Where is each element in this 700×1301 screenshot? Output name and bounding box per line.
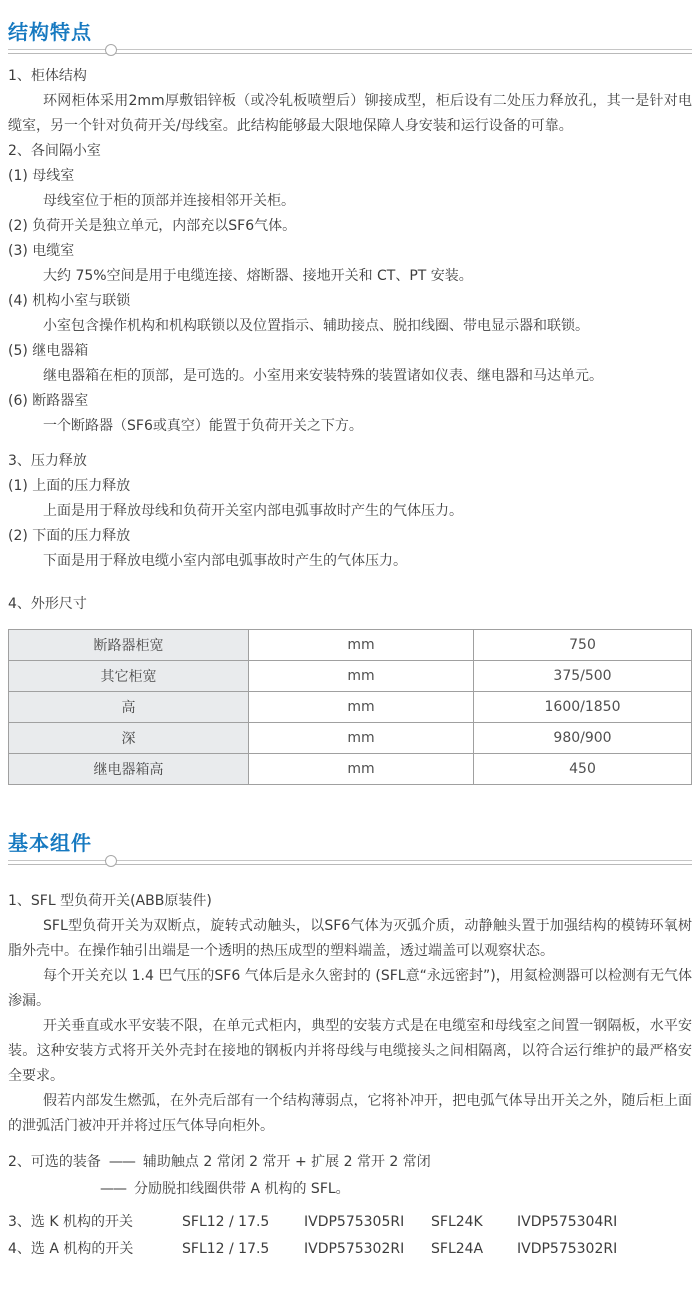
table-cell-unit: mm	[249, 692, 474, 723]
table-cell-label: 继电器箱高	[9, 754, 249, 785]
switch-model: SFL12 / 17.5	[182, 1214, 270, 1230]
divider-node-icon	[105, 44, 117, 56]
table-cell-value: 980/900	[474, 723, 692, 754]
table-cell-value: 375/500	[474, 661, 692, 692]
table-cell-label: 高	[9, 692, 249, 723]
table-row	[9, 692, 692, 723]
table-cell-value: 750	[474, 630, 692, 661]
list-item: (6) 断路器室	[8, 393, 89, 409]
list-item-dimensions: 4、外形尺寸	[8, 596, 87, 612]
dimensions-table	[8, 629, 692, 785]
section-title-basic-components: 基本组件	[8, 831, 92, 855]
paragraph: 每个开关充以 1.4 巴气压的SF6 气体后是永久密封的 (SFL意“永远密封”)，用氦检测器可以检测有无气体渗漏。	[8, 968, 692, 1009]
switch-order-code: IVDP575305RI	[304, 1214, 405, 1230]
switch-option-row-k	[8, 1209, 692, 1236]
section-divider	[8, 860, 692, 865]
switch-order-code: IVDP575302RI	[304, 1241, 405, 1257]
list-item: 3、压力释放	[8, 453, 87, 469]
switch-order-code: IVDP575304RI	[517, 1214, 618, 1230]
optional-equipment-line-1	[8, 1149, 692, 1176]
switch-model: SFL24A	[431, 1241, 484, 1257]
table-cell-value: 450	[474, 754, 692, 785]
list-item: 2、各间隔小室	[8, 143, 101, 159]
dash-connector: ——	[108, 1154, 135, 1170]
list-item: (4) 机构小室与联锁	[8, 293, 131, 309]
list-item-sfl-switch: 1、SFL 型负荷开关(ABB原装件)	[8, 893, 212, 909]
optional-equipment-text: 辅助触点 2 常闭 2 常开 + 扩展 2 常开 2 常闭	[142, 1154, 431, 1170]
optional-equipment-block	[8, 1149, 692, 1203]
table-cell-label: 深	[9, 723, 249, 754]
sub-line: 母线室位于柜的顶部并连接相邻开关柜。	[43, 193, 295, 209]
section-basic-components	[8, 831, 692, 1263]
table-cell-label: 断路器柜宽	[9, 630, 249, 661]
table-row	[9, 661, 692, 692]
table-row	[9, 723, 692, 754]
paragraph: 开关垂直或水平安装不限，在单元式柜内，典型的安装方式是在电缆室和母线室之间置一钢隔板，水平安装。这种安装方式将开关外壳封在接地的钢板内并将母线与电缆接头之间相隔离，以符合运行维护的最严格安全要求。	[8, 1018, 692, 1084]
paragraph: 假若内部发生燃弧，在外壳后部有一个结构薄弱点，它将补冲开，把电弧气体导出开关之外，随后柜上面的泄弧活门被冲开并将过压气体导向柜外。	[8, 1093, 692, 1134]
table-cell-unit: mm	[249, 661, 474, 692]
optional-equipment-line-2	[8, 1176, 692, 1203]
list-item: (1) 上面的压力释放	[8, 478, 131, 494]
sub-line: 继电器箱在柜的顶部，是可选的。小室用来安装特殊的装置诸如仪表、继电器和马达单元。	[43, 368, 603, 384]
paragraph: SFL型负荷开关为双断点，旋转式动触头，以SF6气体为灭弧介质，动静触头置于加强结构的模铸环氧树脂外壳中。在操作轴引出端是一个透明的热压成型的塑料端盖，透过端盖可以观察状态。	[8, 918, 692, 959]
switch-row-label: 4、选 A 机构的开关	[8, 1241, 134, 1257]
dash-connector: ——	[100, 1181, 126, 1197]
switch-row-label: 3、选 K 机构的开关	[8, 1214, 133, 1230]
table-cell-value: 1600/1850	[474, 692, 692, 723]
sub-line: 下面是用于释放电缆小室内部电弧事故时产生的气体压力。	[43, 553, 407, 569]
table-row	[9, 754, 692, 785]
divider-node-icon	[105, 855, 117, 867]
list-item: 1、柜体结构	[8, 68, 87, 84]
features-list	[8, 64, 692, 617]
optional-equipment-label: 2、可选的装备	[8, 1154, 101, 1170]
sub-line: 一个断路器（SF6或真空）能置于负荷开关之下方。	[43, 418, 363, 434]
optional-equipment-text: 分励脱扣线圈供带 A 机构的 SFL。	[134, 1181, 350, 1197]
sub-line: 小室包含操作机构和机构联锁以及位置指示、辅助接点、脱扣线圈、带电显示器和联锁。	[43, 318, 589, 334]
switch-model: SFL12 / 17.5	[182, 1241, 270, 1257]
switch-option-row-a	[8, 1236, 692, 1263]
switch-selection-rows	[8, 1209, 692, 1263]
paragraph: 环网柜体采用2mm厚敷铝锌板（或冷轧板喷塑后）铆接成型，柜后设有二处压力释放孔，其一是针对电缆室，另一个针对负荷开关/母线室。此结构能够最大限地保障人身安装和运行设备的可靠。	[8, 93, 692, 134]
section-title-structural-features: 结构特点	[8, 20, 92, 44]
table-cell-unit: mm	[249, 754, 474, 785]
sub-line: 上面是用于释放母线和负荷开关室内部电弧事故时产生的气体压力。	[43, 503, 463, 519]
list-item: (5) 继电器箱	[8, 343, 89, 359]
components-paragraphs	[8, 914, 692, 1139]
table-row	[9, 630, 692, 661]
table-cell-unit: mm	[249, 723, 474, 754]
list-item: (2) 负荷开关是独立单元，内部充以SF6气体。	[8, 218, 297, 234]
list-item: (3) 电缆室	[8, 243, 75, 259]
table-cell-unit: mm	[249, 630, 474, 661]
switch-order-code: IVDP575302RI	[517, 1241, 618, 1257]
table-cell-label: 其它柜宽	[9, 661, 249, 692]
switch-model: SFL24K	[431, 1214, 483, 1230]
list-item: (1) 母线室	[8, 168, 75, 184]
list-item: (2) 下面的压力释放	[8, 528, 131, 544]
sub-line: 大约 75%空间是用于电缆连接、熔断器、接地开关和 CT、PT 安装。	[43, 268, 473, 284]
section-divider	[8, 49, 692, 54]
